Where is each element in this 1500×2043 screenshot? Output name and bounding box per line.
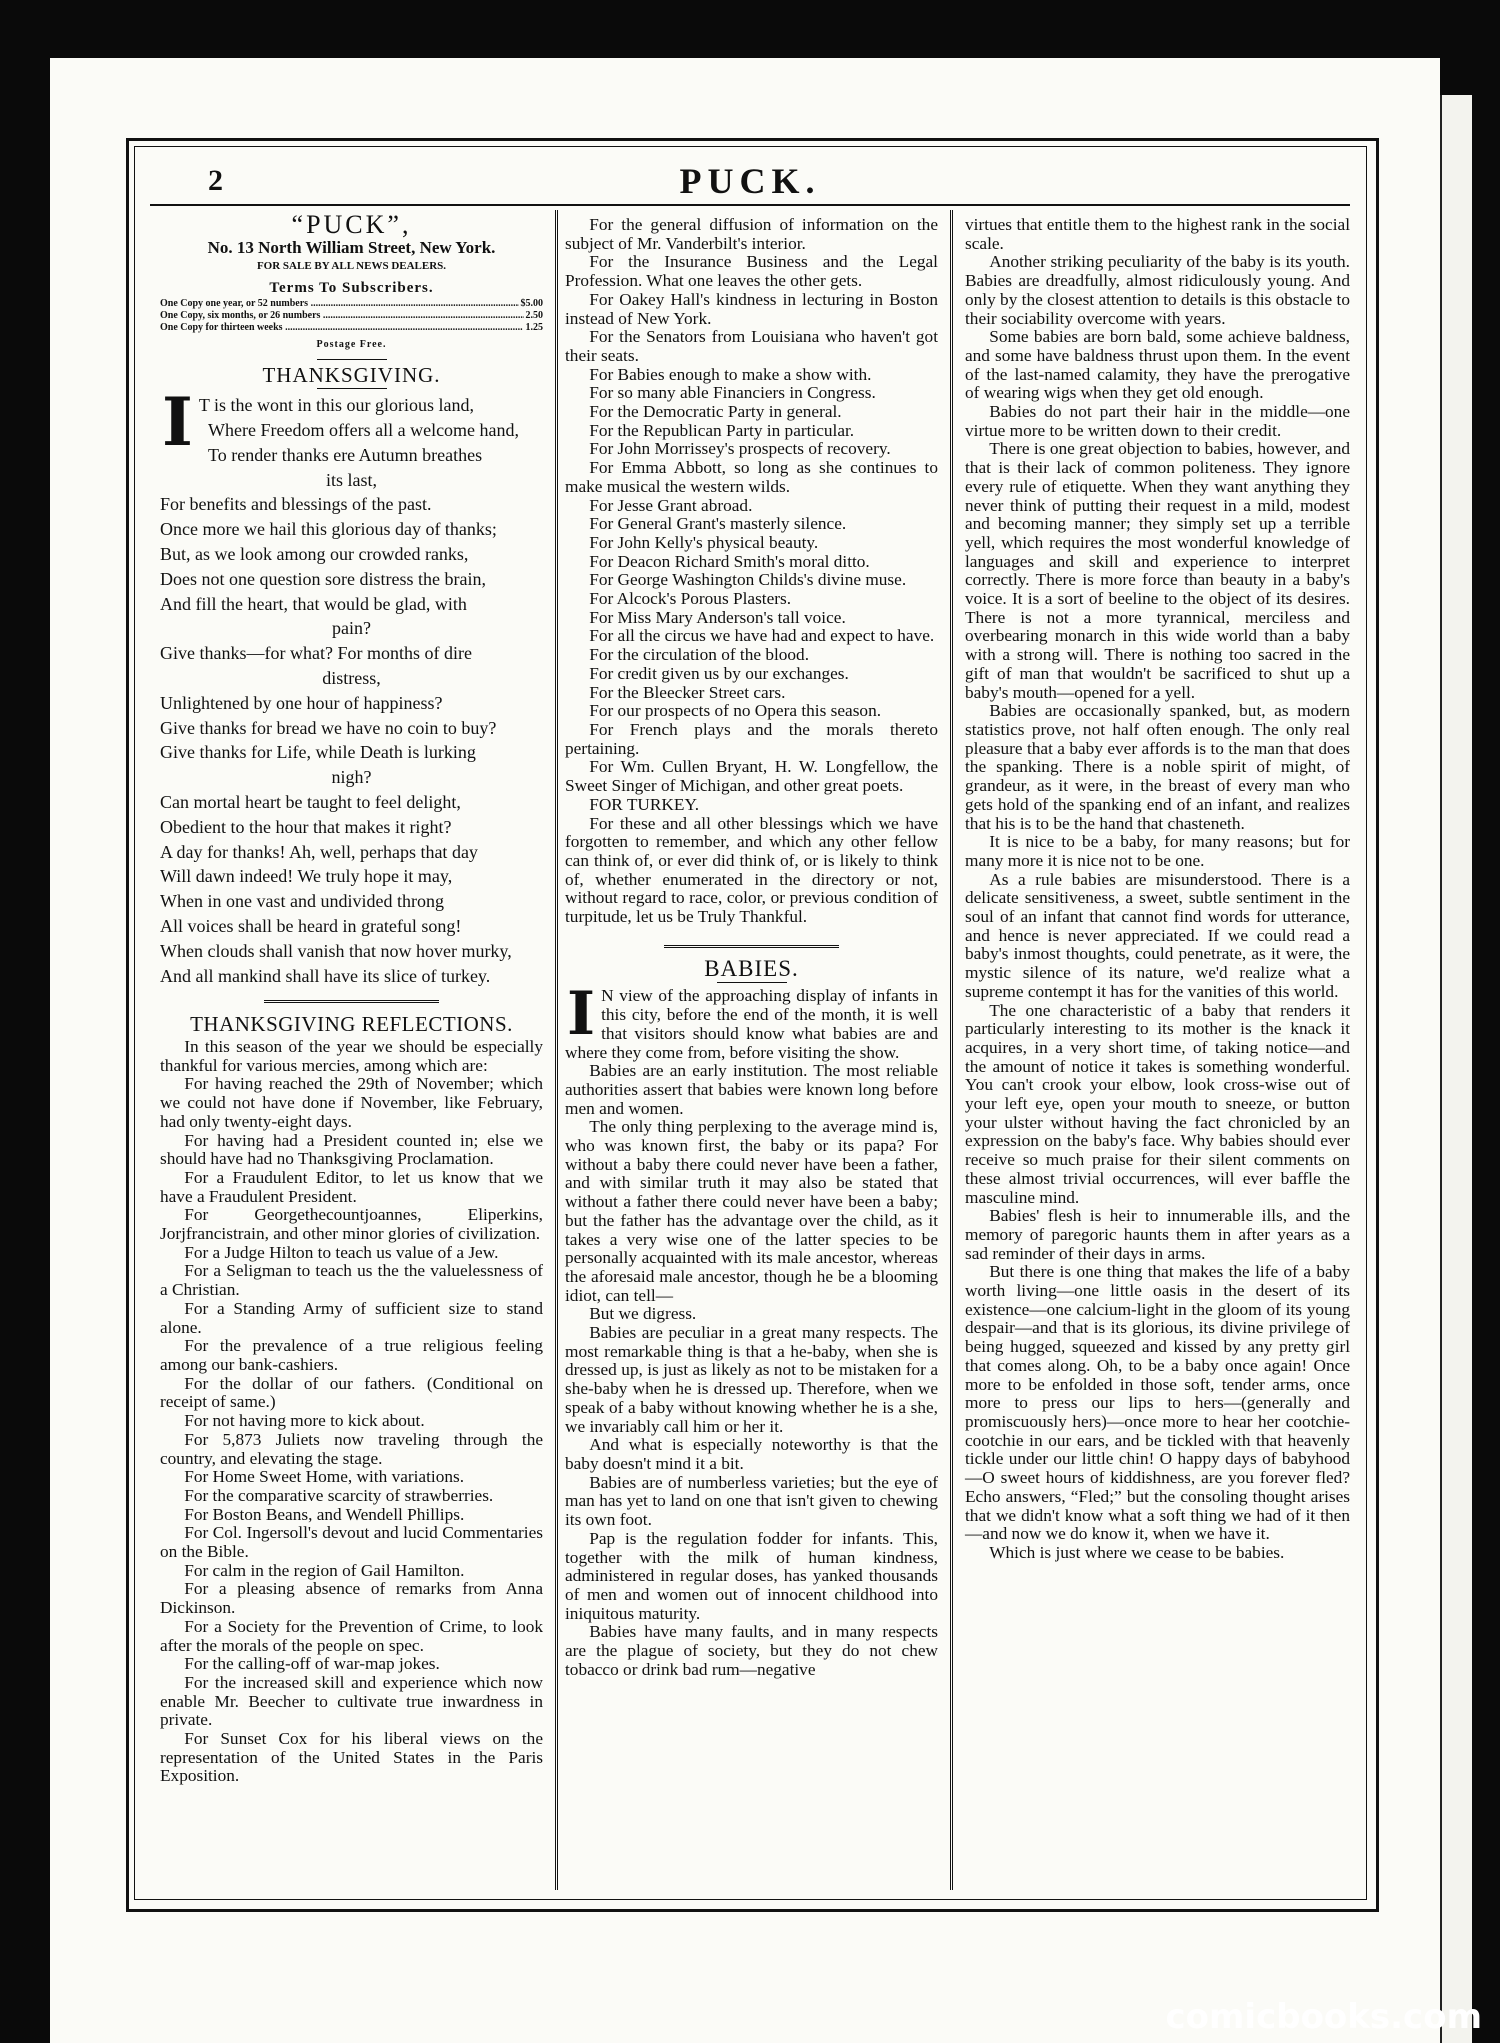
reflection-item: For the Bleecker Street cars.	[589, 682, 786, 702]
babies-paragraph: As a rule babies are misunderstood. There is a delicate sensitiveness, a sweet, subtle sentiment in the soul of an infant that cannot find words for utterance, and hence is never appreciated. If we could read a baby's inmost thoughts, could penetrate, as it were, the mystic silence of its nature, we'd realize what a supreme contempt it has for the vanities of this world.	[965, 869, 1350, 1001]
publisher-box	[160, 210, 543, 355]
reflection-item: For John Kelly's physical beauty.	[589, 532, 819, 552]
column-2	[565, 216, 938, 1679]
reflections-title: THANKSGIVING REFLECTIONS.	[190, 1012, 513, 1037]
reflection-item: For Wm. Cullen Bryant, H. W. Longfellow, the Sweet Singer of Michigan, and other great poets.	[565, 757, 938, 796]
reflection-item: For having had a President counted in; else we should have had no Thanksgiving Proclamation.	[160, 1130, 543, 1169]
reflection-item: For having reached the 29th of November; which we could not have done if November, like February, had only twenty-eight days.	[160, 1074, 543, 1131]
babies-paragraph: virtues that entitle them to the highest rank in the social scale.	[965, 215, 1350, 253]
babies-paragraph: Another striking peculiarity of the baby is its youth. Babies are dreadfully, almost ridiculously young. And only by the closest attention to details is this obstacle to their sociability overcome with years.	[965, 252, 1350, 328]
poem-line: Unlightened by one hour of happiness?	[160, 692, 443, 713]
reflection-item: For John Morrissey's prospects of recovery.	[589, 439, 891, 459]
babies-paragraph: Babies are occasionally spanked, but, as modern statistics prove, not half often enough. The only real pleasure that a baby ever affords is to the man that does the spanking. There is a noble spirit of might, of grandeur, as it were, in the breast of every man who gets hold of the spanking end of an infant, and realizes that his is to be the hand that chasteneth.	[965, 701, 1350, 833]
reflection-item: For a pleasing absence of remarks from Anna Dickinson.	[160, 1579, 543, 1618]
poem-dropcap: I	[162, 383, 193, 462]
terms-heading: Terms To Subscribers.	[269, 280, 434, 297]
section-divider	[264, 1000, 439, 1005]
reflection-item: For so many able Financiers in Congress.	[589, 383, 876, 403]
header-rule	[150, 204, 1350, 206]
reflection-item: For Emma Abbott, so long as she continues to make musical the western wilds.	[565, 458, 938, 496]
publisher-name: “PUCK”,	[291, 210, 412, 239]
reflection-item: For the circulation of the blood.	[589, 645, 810, 665]
babies-paragraph: It is nice to be a baby, for many reasons; but for many more it is nice not to be one.	[965, 832, 1350, 870]
column-separator	[950, 210, 955, 1890]
babies-dropcap: I	[567, 979, 596, 1050]
poem-line: But, as we look among our crowded ranks,	[160, 544, 469, 564]
poem-line: Once more we hail this glorious day of thanks;	[160, 519, 497, 540]
poem-line: Will dawn indeed! We truly hope it may,	[160, 866, 453, 887]
reflection-item: For a Seligman to teach us the the valuelessness of a Christian.	[160, 1261, 543, 1300]
poem-line: T is the wont in this our glorious land,	[198, 395, 475, 416]
rate-row	[160, 322, 543, 334]
reflection-item: For George Washington Childs's divine muse.	[589, 570, 907, 590]
poem-line: And fill the heart, that would be glad, with	[160, 593, 467, 614]
divider	[317, 388, 387, 389]
babies-paragraph: The only thing perplexing to the average mind is, who was known first, the baby or its papa? For without a baby there could never have been a father, and with similar truth it may also be stated that without a father there could never have been a baby; but the father has the advantage over the child, as it takes a very wise one of the latter species to be personally acquainted with its male ancestor, whereas the aforesaid male ancestor, though he be a blooming idiot, can tell—	[565, 1117, 938, 1305]
poem-line: Can mortal heart be taught to feel delight,	[160, 791, 461, 812]
poem-title: THANKSGIVING.	[262, 362, 441, 387]
babies-paragraph: Babies are an early institution. The most reliable authorities assert that babies were known long before men and women.	[565, 1061, 938, 1118]
poem-line: distress,	[322, 667, 381, 688]
reflection-item: For French plays and the morals thereto pertaining.	[565, 719, 938, 758]
postage-note: Postage Free.	[316, 338, 387, 350]
babies-paragraph: Pap is the regulation fodder for infants. This, together with the milk of human kindness, administered in regular doses, has yanked thousands of men and women out of innocent childhood into iniquitous maturity.	[565, 1528, 938, 1623]
babies-paragraph: Babies are peculiar in a great many respects. The most remarkable thing is that a he-baby, when she is dressed up, is just as likely as not to be mistaken for a she-baby when he is dressed up. Therefore, when we speak of a baby without knowing whether he is a she, we invariably call him or her it.	[565, 1323, 938, 1436]
watermark: comicbooks.com	[1165, 1997, 1482, 2037]
poem-line: Give thanks—for what? For months of dire	[160, 643, 472, 664]
babies-paragraph: There is one great objection to babies, however, and that is their lack of common politeness. They ignore every rule of etiquette. When they want anything they never think of putting their request in a mild, modest and becoming manner; they simply set up a terrible yell, which requires the most wonderful knowledge of languages and skill and experience to interpret correctly. There is more force than beauty in a baby's voice. It is a sort of beeline to the object of its desires. There is not a more tyrannical, merciless and overbearing monarch in this wide world than a baby with a strong will. There is nothing too sacred in the gift of man that wouldn't be sacrificed to shut up a baby's mouth—opened for a yell.	[965, 439, 1350, 702]
column-1	[160, 210, 543, 1786]
babies-intro	[565, 979, 938, 1062]
reflection-item: For the increased skill and experience which now enable Mr. Beecher to cultivate true inwardness in private.	[160, 1672, 543, 1730]
reflection-item: For the Insurance Business and the Legal Profession. What one leaves the other gets.	[565, 252, 938, 291]
poem-line: When clouds shall vanish that now hover murky,	[160, 940, 512, 961]
reflection-item: For a Standing Army of sufficient size to stand alone.	[160, 1298, 543, 1337]
reflection-item: For Col. Ingersoll's devout and lucid Commentaries on the Bible.	[160, 1523, 543, 1562]
reflection-item: For Oakey Hall's kindness in lecturing in Boston instead of New York.	[565, 289, 938, 328]
reflection-item: For Miss Mary Anderson's tall voice.	[589, 607, 846, 627]
babies-paragraph: The one characteristic of a baby that renders it particularly interesting to its mother is the knack it acquires, in a very short time, of taking notice—and the amount of notice it takes is something wonderful. You can't crook your elbow, look cross-wise out of your left eye, open your mouth to sneeze, or button your ulster without having the fact chronicled by an expression on the baby's face. Why babies should ever receive so much praise for their silent comments on these almost trivial occurrences, will ever baffle the masculine mind.	[965, 1000, 1350, 1207]
column-3	[965, 216, 1350, 1563]
babies-body-continued	[965, 216, 1350, 1563]
reflection-item: For a Fraudulent Editor, to let us know that we have a Fraudulent President.	[160, 1167, 543, 1206]
reflection-item: For Home Sweet Home, with variations.	[184, 1467, 465, 1487]
babies-body	[565, 1062, 938, 1679]
reflection-item: For the Senators from Louisiana who haven't got their seats.	[565, 327, 938, 365]
poem-line: Where Freedom offers all a welcome hand,	[208, 420, 520, 441]
reflection-item: For a Judge Hilton to teach us value of a Jew.	[184, 1242, 499, 1262]
rate-label: One Copy, six months, or 26 numbers .....	[160, 310, 524, 322]
reflection-item: For Deacon Richard Smith's moral ditto.	[589, 551, 870, 571]
reflection-item: For Alcock's Porous Plasters.	[589, 589, 792, 609]
reflection-item: For Boston Beans, and Wendell Phillips.	[184, 1504, 465, 1524]
reflections-continued	[565, 216, 938, 927]
reflection-item: For the general diffusion of information on the subject of Mr. Vanderbilt's interior.	[565, 215, 938, 253]
rate-label: One Copy one year, or 52 numbers .....	[160, 298, 519, 310]
poem-line: For benefits and blessings of the past.	[160, 494, 432, 515]
reflection-item: For not having more to kick about.	[184, 1411, 425, 1431]
babies-paragraph: Babies are of numberless varieties; but the eye of man has yet to land on one that isn't given to chewing its own foot.	[565, 1472, 938, 1530]
poem-line: nigh?	[331, 767, 372, 788]
rate-row	[160, 298, 543, 310]
babies-intro-text: N view of the approaching display of infants in this city, before the end of the month, it is well that visitors should know what babies are and where they come from, before visiting the show.	[565, 986, 938, 1062]
reflection-item: For credit given us by our exchanges.	[589, 663, 849, 683]
reflection-item: For the Democratic Party in general.	[589, 402, 842, 422]
publisher-address: No. 13 North William Street, New York.	[207, 237, 496, 257]
reflection-item: In this season of the year we should be especially thankful for various mercies, among which are:	[160, 1037, 543, 1075]
poem-line: Give thanks for bread we have no coin to buy?	[160, 717, 497, 738]
page-number: 2	[208, 164, 223, 197]
poem-line: pain?	[332, 618, 371, 639]
reflection-item: For 5,873 Juliets now traveling through the country, and elevating the stage.	[160, 1429, 543, 1468]
reflection-item: For these and all other blessings which we have forgotten to remember, and which any other fellow can think of, or ever did think of, or is likely to think of, whether enumerated in the directory or not, without regard to race, color, or previous condition of turpitude, let us be Truly Thankful.	[565, 813, 938, 927]
reflection-item: For calm in the region of Gail Hamilton.	[184, 1560, 465, 1580]
reflection-item: For the dollar of our fathers. (Conditional on receipt of same.)	[160, 1373, 543, 1412]
reflection-item: For General Grant's masterly silence.	[589, 514, 847, 534]
rate-amount: 1.25	[525, 321, 543, 333]
babies-paragraph: But there is one thing that makes the life of a baby worth living—one little oasis in the desert of its existence—one calcium-light in the gloom of its young despair—and that is its glorious, its divine privilege of being hugged, squeezed and kissed by any pretty girl that comes along. Oh, to be a baby once again! Once more to be enfolded in those soft, tender arms, once more to press our lips to hers—(generally and promiscuously hers)—once more to hear her cootchie-cootchie in our ears, and be tickled with that heavenly tickle under our little chin! O happy days of babyhood—O sweet hours of kiddishness, are you forever fled? Echo answers, “Fled;” but the consoling thought arises that we didn't know what a soft thing we had of it then—and now we do know it, when we have it.	[965, 1262, 1350, 1544]
column-separator	[555, 210, 560, 1890]
babies-paragraph: Babies have many faults, and in many respects are the plague of society, but they do not chew tobacco or drink bad rum—negative	[565, 1622, 938, 1679]
poem-line: And all mankind shall have its slice of turkey.	[160, 965, 491, 986]
section-divider	[664, 945, 839, 950]
babies-paragraph: And what is especially noteworthy is that the baby doesn't mind it a bit.	[565, 1435, 938, 1473]
reflection-item: For a Society for the Prevention of Crime, to look after the morals of the people on spec.	[160, 1616, 543, 1655]
rate-amount: $5.00	[520, 297, 543, 309]
poem-line: Does not one question sore distress the brain,	[160, 568, 486, 589]
reflection-item: For the calling-off of war-map jokes.	[184, 1654, 440, 1674]
reflection-item: For the Republican Party in particular.	[589, 420, 855, 440]
poem-line: A day for thanks! Ah, well, perhaps that day	[160, 841, 478, 862]
reflections-body	[160, 1038, 543, 1786]
poem-line: Obedient to the hour that makes it right?	[160, 816, 452, 837]
publisher-sale-note: FOR SALE BY ALL NEWS DEALERS.	[256, 260, 447, 273]
rate-row	[160, 310, 543, 322]
divider	[717, 982, 787, 983]
reflection-item: For Jesse Grant abroad.	[589, 495, 753, 515]
poem-line: When in one vast and undivided throng	[160, 891, 444, 912]
thanksgiving-poem	[160, 383, 543, 988]
reflection-item: For Georgethecountjoannes, Eliperkins, Jorjfrancistrain, and other minor glories of civilization.	[160, 1205, 543, 1244]
reflection-item: For Sunset Cox for his liberal views on the representation of the United States in the Paris Exposition.	[160, 1729, 543, 1786]
babies-paragraph: Which is just where we cease to be babies.	[989, 1542, 1285, 1562]
poem-line: its last,	[325, 469, 377, 490]
subscription-rates	[160, 298, 543, 334]
reflection-item: For the comparative scarcity of strawberries.	[184, 1485, 494, 1505]
page-spine	[1440, 95, 1472, 2043]
rate-label: One Copy for thirteen weeks .....	[160, 322, 524, 334]
divider	[317, 359, 387, 360]
babies-paragraph: But we digress.	[589, 1304, 697, 1324]
reflection-item: For the prevalence of a true religious feeling among our bank-cashiers.	[160, 1336, 543, 1374]
poem-line: All voices shall be heard in grateful song!	[160, 915, 462, 936]
reflection-item: For our prospects of no Opera this season.	[589, 701, 882, 721]
poem-line: To render thanks ere Autumn breathes	[208, 444, 483, 465]
rate-amount: 2.50	[525, 309, 543, 321]
masthead: PUCK.	[679, 161, 821, 201]
babies-paragraph: Babies' flesh is heir to innumerable ills, and the memory of paregoric haunts them in after years as a sad reminder of their days in arms.	[965, 1206, 1350, 1263]
babies-paragraph: Babies do not part their hair in the middle—one virtue more to be written down to their credit.	[965, 402, 1350, 440]
reflection-item: For Babies enough to make a show with.	[589, 364, 872, 384]
reflection-item: For all the circus we have had and expect to have.	[589, 626, 935, 646]
babies-title: BABIES.	[704, 955, 799, 981]
reflection-item: FOR TURKEY.	[589, 794, 700, 814]
babies-paragraph: Some babies are born bald, some achieve baldness, and some have baldness thrust upon them. In the event of the last-named calamity, they have the prerogative of wearing wigs when they get old enough.	[965, 327, 1350, 403]
poem-line: Give thanks for Life, while Death is lurking	[160, 742, 476, 763]
